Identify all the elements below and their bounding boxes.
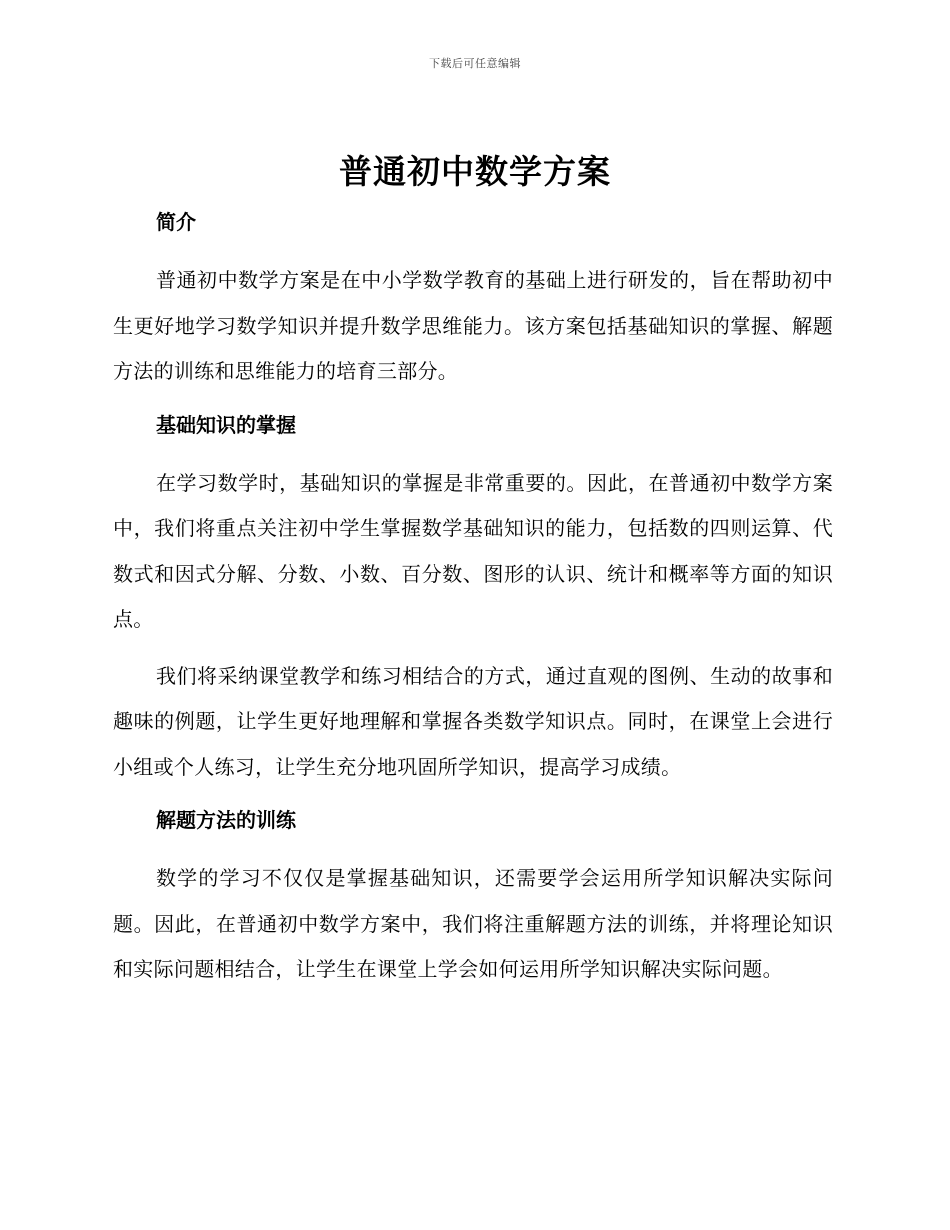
- paragraph-basics-2: 我们将采纳课堂教学和练习相结合的方式，通过直观的图例、生动的故事和趣味的例题，让学生更好地理解和掌握各类数学知识点。同时，在课堂上会进行小组或个人练习，让学生充分地巩固所学知识，提高学习成绩。: [113, 663, 833, 779]
- document-title: 普通初中数学方案: [339, 152, 611, 191]
- section-heading-problem-solving: 解题方法的训练: [156, 808, 296, 832]
- document-body: [113, 203, 833, 1004]
- paragraph-basics-1: 在学习数学时，基础知识的掌握是非常重要的。因此，在普通初中数学方案中，我们将重点关注初中学生掌握数学基础知识的能力，包括数的四则运算、代数式和因式分解、分数、小数、百分数、图形的认识、统计和概率等方面的知识点。: [113, 470, 833, 631]
- paragraph-problem-solving: 数学的学习不仅仅是掌握基础知识，还需要学会运用所学知识解决实际问题。因此，在普通初中数学方案中，我们将注重解题方法的训练，并将理论知识和实际问题相结合，让学生在课堂上学会如何运用所学知识解决实际问题。: [113, 866, 833, 981]
- header-note: 下载后可任意编辑: [429, 57, 521, 70]
- section-heading-intro: 简介: [156, 210, 196, 234]
- paragraph-intro: 普通初中数学方案是在中小学数学教育的基础上进行研发的，旨在帮助初中生更好地学习数学知识并提升数学思维能力。该方案包括基础知识的掌握、解题方法的训练和思维能力的培育三部分。: [113, 268, 833, 383]
- section-heading-basics: 基础知识的掌握: [156, 412, 296, 437]
